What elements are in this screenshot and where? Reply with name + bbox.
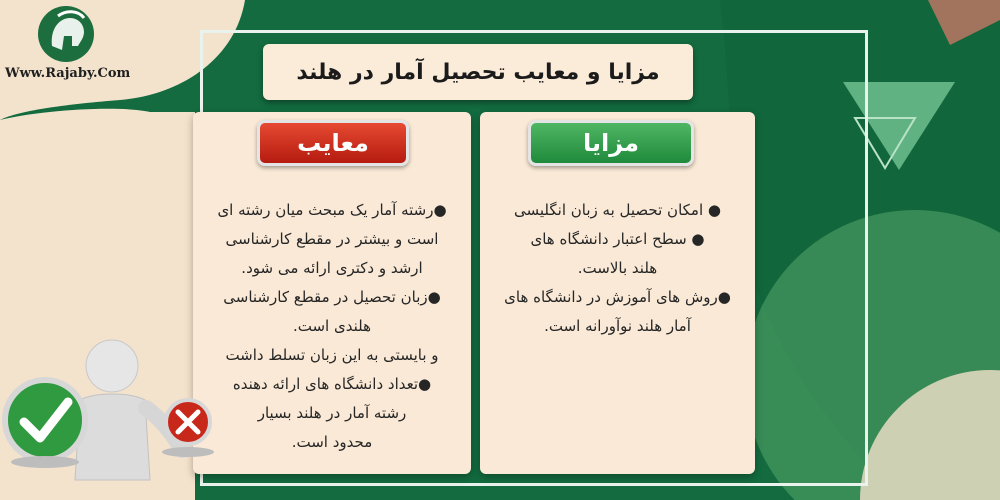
- figure-illustration: [0, 330, 230, 500]
- site-url[interactable]: Www.Rajaby.Com: [5, 66, 131, 81]
- disadvantages-badge: [257, 120, 409, 166]
- list-item: ●زبان تحصیل در مقطع کارشناسی: [223, 288, 441, 306]
- list-item: محدود است.: [291, 433, 373, 451]
- list-item: ● امکان تحصیل به زبان انگلیسی: [514, 201, 721, 219]
- advantages-badge: [528, 120, 694, 166]
- spartan-helmet-logo-icon: [38, 6, 94, 62]
- disadvantages-list: [199, 196, 465, 457]
- title-box: [263, 44, 693, 100]
- advantages-badge-label: مزایا: [582, 129, 640, 157]
- disadvantages-card: [193, 112, 471, 474]
- list-item: است و بیشتر در مقطع کارشناسی: [225, 230, 439, 248]
- list-item: ارشد و دکتری ارائه می شود.: [241, 259, 423, 277]
- list-item: ● سطح اعتبار دانشگاه های: [530, 230, 705, 248]
- disadvantages-badge-label: معایب: [297, 129, 369, 157]
- list-item: هلند بالاست.: [577, 259, 658, 277]
- list-item: و بایستی به این زبان تسلط داشت: [225, 346, 439, 364]
- advantages-card: [480, 112, 755, 474]
- cross-mark-icon: [166, 400, 210, 444]
- list-item: رشته آمار در هلند بسیار: [257, 404, 407, 422]
- check-mark-icon: [5, 380, 85, 460]
- right-palm: [162, 447, 214, 457]
- page-title: مزایا و معایب تحصیل آمار در هلند: [296, 59, 660, 85]
- list-item: ●تعداد دانشگاه های ارائه دهنده: [232, 375, 432, 393]
- left-palm: [11, 456, 79, 468]
- list-item: هلندی است.: [292, 317, 372, 335]
- advantages-list: [486, 196, 749, 341]
- list-item: آمار هلند نوآورانه است.: [544, 317, 691, 335]
- list-item: ●رشته آمار یک مبحث میان رشته ای: [217, 201, 447, 219]
- list-item: ●روش های آموزش در دانشگاه های: [504, 288, 731, 306]
